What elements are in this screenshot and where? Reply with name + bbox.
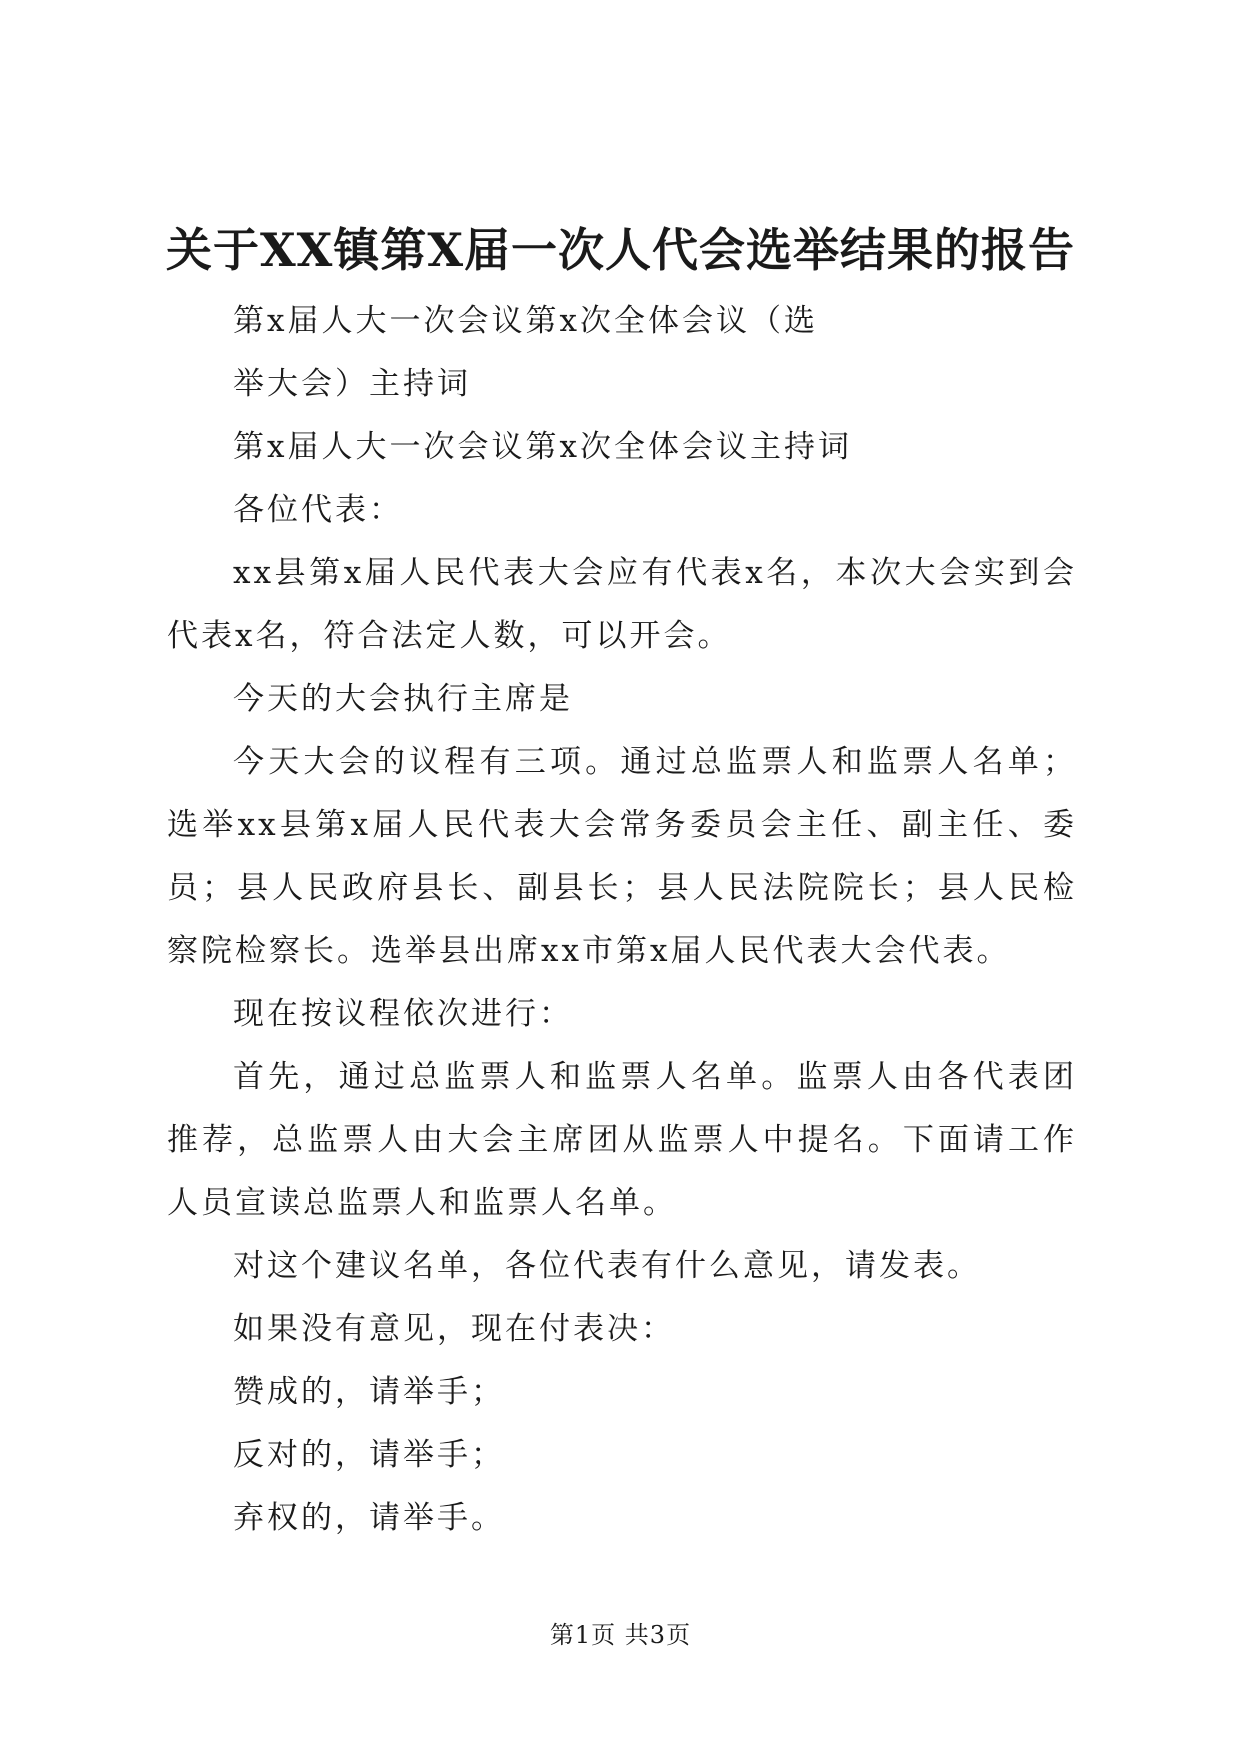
paragraph: 各位代表： <box>233 492 403 528</box>
page-footer: 第1页 共3页 <box>549 1621 692 1649</box>
paragraph: 弃权的，请举手。 <box>233 1500 505 1536</box>
paragraph: 反对的，请举手； <box>233 1437 505 1473</box>
paragraph: 第x届人大一次会议第x次全体会议主持词 <box>233 429 852 465</box>
paragraph: 赞成的，请举手； <box>233 1374 505 1410</box>
paragraph: 现在按议程依次进行： <box>233 996 573 1032</box>
paragraph: 首先，通过总监票人和监票人名单。监票人由各代表团推荐，总监票人由大会主席团从监票人中提名。下面请工作人员宣读总监票人和监票人名单。 <box>167 1059 1077 1221</box>
paragraph: 今天的大会执行主席是 <box>233 681 573 717</box>
paragraph: 如果没有意见，现在付表决： <box>233 1311 675 1347</box>
paragraph: 对这个建议名单，各位代表有什么意见，请发表。 <box>233 1248 981 1284</box>
paragraph: 今天大会的议程有三项。通过总监票人和监票人名单；选举xx县第x届人民代表大会常务委员会主任、副主任、委员；县人民政府县长、副县长；县人民法院院长；县人民检察院检察长。选举县出席xx市第x届人民代表大会代表。 <box>167 744 1077 969</box>
document-body <box>167 290 1077 1550</box>
document-title: 关于XX镇第X届一次人代会选举结果的报告 <box>165 223 1076 277</box>
paragraph: xx县第x届人民代表大会应有代表x名，本次大会实到会代表x名，符合法定人数，可以开会。 <box>167 555 1077 654</box>
paragraph: 举大会）主持词 <box>233 366 471 402</box>
paragraph: 第x届人大一次会议第x次全体会议（选 <box>233 303 818 339</box>
